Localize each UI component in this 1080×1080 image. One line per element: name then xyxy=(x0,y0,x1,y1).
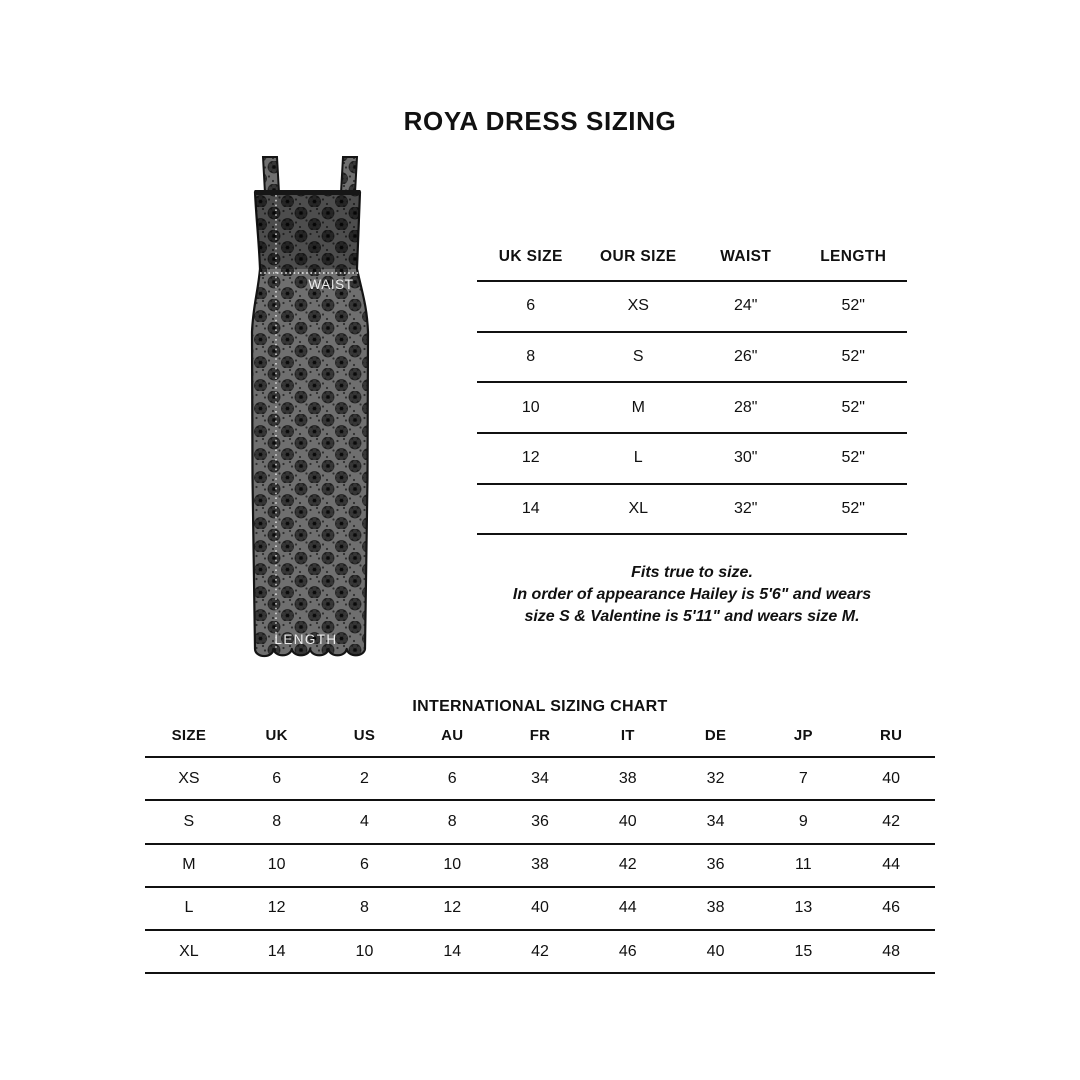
intl-header-fr: FR xyxy=(529,727,551,745)
table-cell: 30" xyxy=(734,449,758,467)
size-table-row-l xyxy=(477,434,907,485)
table-cell: 52" xyxy=(841,449,865,467)
page-title: ROYA DRESS SIZING xyxy=(403,106,677,136)
dress-bodice-shading xyxy=(255,192,360,269)
table-cell: 52" xyxy=(841,297,865,315)
table-cell: 8 xyxy=(526,348,536,366)
table-cell: 42 xyxy=(882,812,901,830)
table-cell: XL xyxy=(628,500,649,518)
table-cell: 46 xyxy=(882,899,901,917)
table-cell: 6 xyxy=(272,769,282,787)
intl-header-au: AU xyxy=(441,727,464,745)
size-table-header-uk-size: UK SIZE xyxy=(498,247,563,265)
table-cell: 12 xyxy=(521,449,540,467)
size-table-header-our-size: OUR SIZE xyxy=(600,247,677,265)
table-cell: 15 xyxy=(794,942,813,960)
intl-table-row-s xyxy=(145,801,935,844)
table-cell: 4 xyxy=(360,812,369,830)
fit-note xyxy=(477,562,907,628)
table-cell: XS xyxy=(178,769,200,787)
table-cell: 36 xyxy=(706,856,725,874)
size-table-header-waist: WAIST xyxy=(720,247,772,265)
table-cell: 38 xyxy=(706,899,725,917)
table-cell: 42 xyxy=(531,942,549,960)
table-cell: 40 xyxy=(618,812,637,830)
table-cell: 38 xyxy=(618,769,637,787)
table-cell: 32 xyxy=(706,769,725,787)
size-table-row-m xyxy=(477,383,907,434)
table-cell: 12 xyxy=(267,899,286,917)
table-cell: 44 xyxy=(618,899,637,917)
international-chart-title: INTERNATIONAL SIZING CHART xyxy=(412,698,668,715)
table-cell: 12 xyxy=(443,899,462,917)
intl-header-us: US xyxy=(353,727,376,745)
table-cell: 6 xyxy=(360,856,369,874)
table-cell: 11 xyxy=(795,856,812,874)
length-label: LENGTH xyxy=(274,632,338,647)
table-cell: 10 xyxy=(521,398,540,416)
size-table-header-length: LENGTH xyxy=(820,247,887,265)
table-cell: 8 xyxy=(360,899,369,917)
intl-header-size: SIZE xyxy=(171,727,207,745)
table-cell: 14 xyxy=(521,500,540,518)
lace-dress-illustration xyxy=(240,138,380,663)
size-table-row-xs xyxy=(477,282,907,333)
table-cell: 28" xyxy=(734,398,758,416)
table-cell: 10 xyxy=(355,942,374,960)
intl-header-it: IT xyxy=(620,727,635,745)
intl-header-uk: UK xyxy=(265,727,288,745)
table-cell: 36 xyxy=(531,812,549,830)
dress-image xyxy=(240,138,380,663)
table-cell: 34 xyxy=(531,769,549,787)
table-cell: 34 xyxy=(706,812,725,830)
table-cell: 52" xyxy=(841,398,865,416)
dress-strap-left xyxy=(263,157,279,193)
intl-header-ru: RU xyxy=(880,727,903,745)
table-cell: M xyxy=(182,856,196,874)
intl-table-row-l xyxy=(145,888,935,931)
table-cell: 10 xyxy=(267,856,286,874)
intl-table-row-m xyxy=(145,845,935,888)
intl-table-row-xl xyxy=(145,931,935,974)
table-cell: 10 xyxy=(443,856,462,874)
waist-label: WAIST xyxy=(308,277,354,292)
table-cell: 44 xyxy=(882,856,901,874)
table-cell: 48 xyxy=(882,942,901,960)
table-cell: 46 xyxy=(618,942,637,960)
intl-table-row-xs xyxy=(145,758,935,801)
table-cell: 7 xyxy=(798,769,808,787)
table-cell: 42 xyxy=(618,856,637,874)
table-cell: 26" xyxy=(734,348,758,366)
intl-table-header-row xyxy=(145,715,935,758)
table-cell: 32" xyxy=(734,500,758,518)
table-cell: 52" xyxy=(841,500,865,518)
table-cell: 38 xyxy=(531,856,549,874)
table-cell: 8 xyxy=(272,812,282,830)
table-cell: L xyxy=(184,899,194,917)
table-cell: 40 xyxy=(531,899,549,917)
table-cell: S xyxy=(632,348,644,366)
table-cell: 8 xyxy=(447,812,457,830)
intl-header-de: DE xyxy=(704,727,727,745)
table-cell: XS xyxy=(627,297,649,315)
table-cell: 2 xyxy=(360,769,369,787)
size-table-header-row xyxy=(477,233,907,282)
dress-neckline-band xyxy=(255,190,361,195)
table-cell: 6 xyxy=(526,297,536,315)
size-table-row-s xyxy=(477,333,907,384)
table-cell: XL xyxy=(179,942,199,960)
intl-header-jp: JP xyxy=(793,727,813,745)
table-cell: 40 xyxy=(882,769,901,787)
international-size-table xyxy=(145,715,935,974)
table-cell: L xyxy=(633,449,643,467)
table-cell: 9 xyxy=(798,812,808,830)
table-cell: 14 xyxy=(267,942,286,960)
table-cell: 24" xyxy=(734,297,758,315)
fit-note-line: Fits true to size. xyxy=(631,564,753,581)
table-cell: 52" xyxy=(841,348,865,366)
fit-note-line: size S & Valentine is 5'11" and wears size M. xyxy=(524,608,860,625)
table-cell: M xyxy=(631,398,645,416)
size-table-row-xl xyxy=(477,485,907,536)
table-cell: S xyxy=(183,812,195,830)
table-cell: 14 xyxy=(443,942,462,960)
fit-note-line: In order of appearance Hailey is 5'6" and wears xyxy=(512,586,872,603)
dress-strap-right xyxy=(341,157,357,193)
size-table xyxy=(477,233,907,535)
table-cell: 6 xyxy=(447,769,457,787)
table-cell: 40 xyxy=(706,942,725,960)
table-cell: 13 xyxy=(794,899,813,917)
